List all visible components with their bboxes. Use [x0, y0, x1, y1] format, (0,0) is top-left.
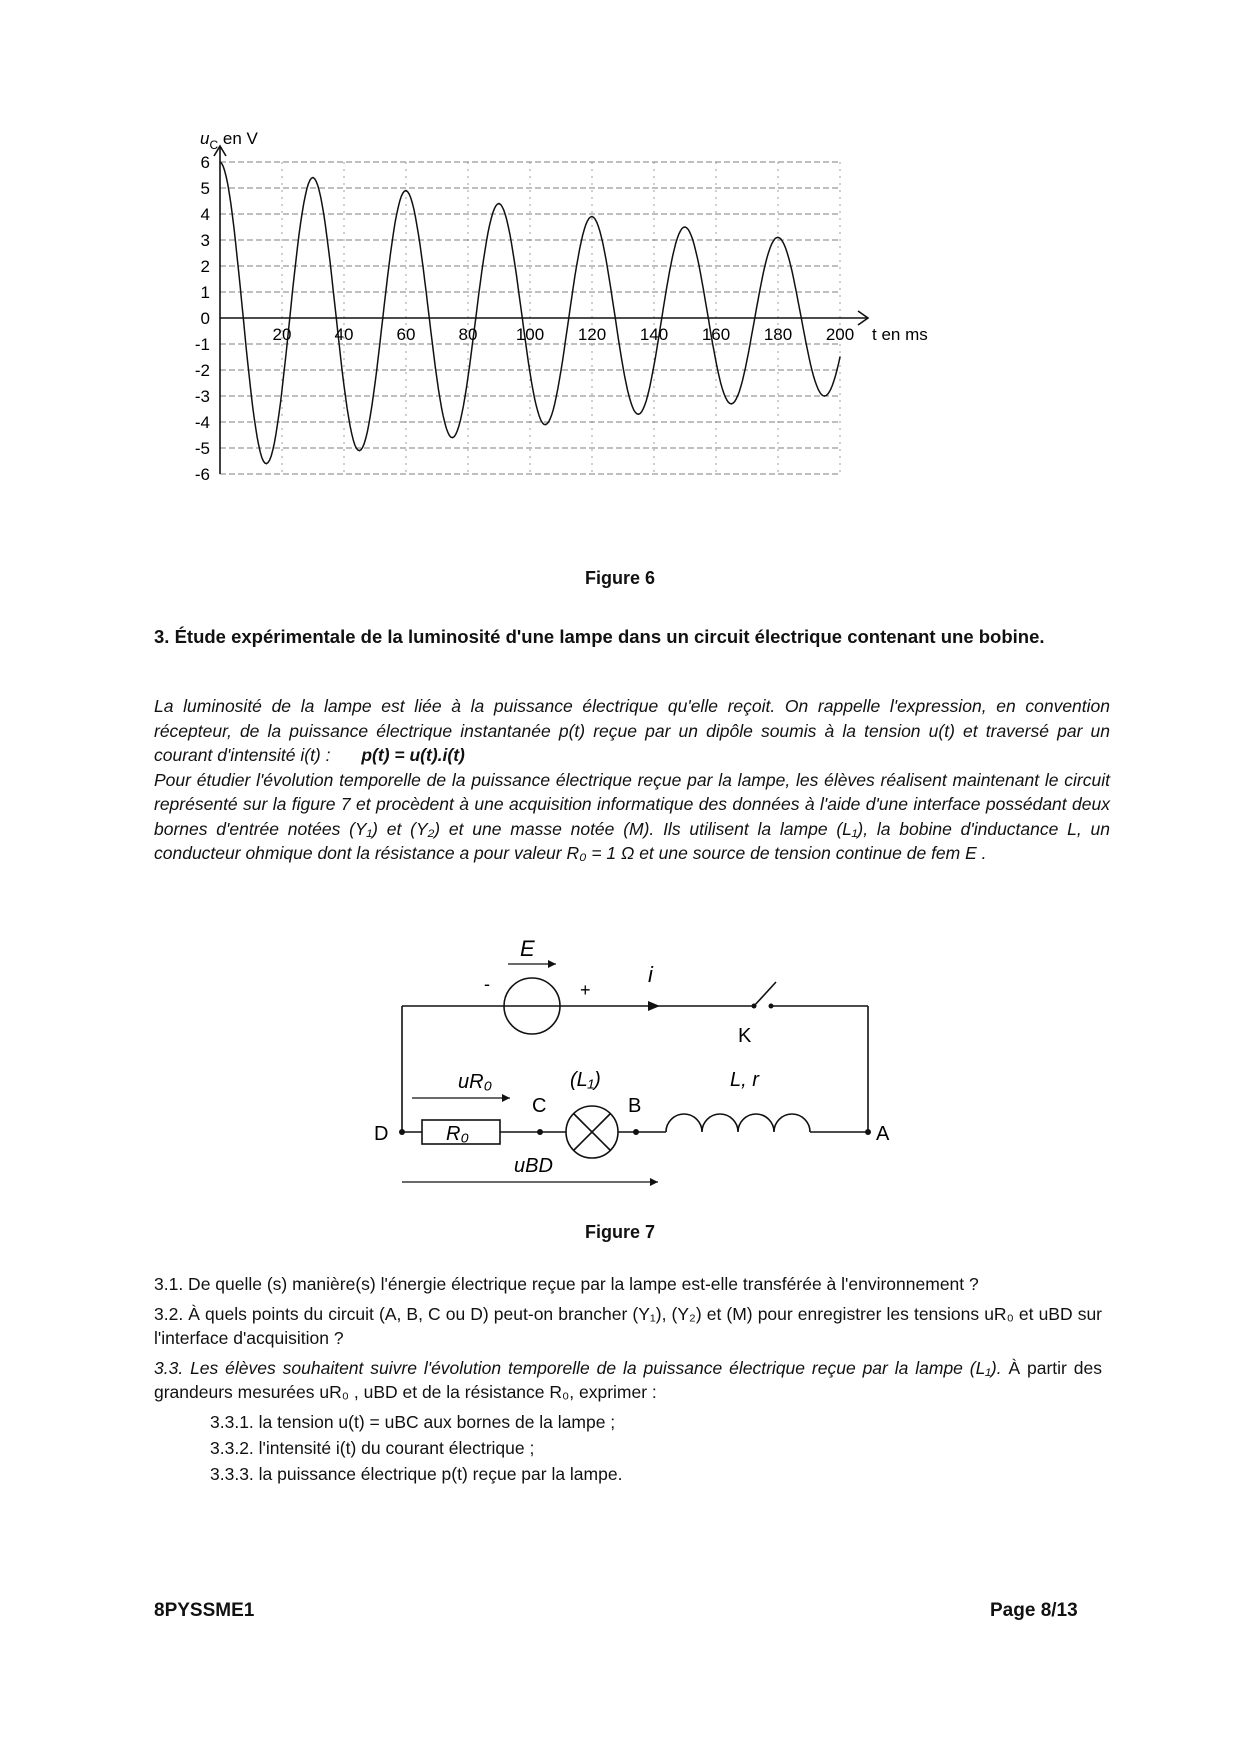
figure6-chart [180, 130, 1060, 500]
y-tick-label: 4 [200, 205, 210, 224]
y-tick-label: -6 [194, 465, 210, 484]
power-formula: p(t) = u(t).i(t) [361, 745, 465, 765]
data-point [545, 424, 547, 426]
data-point [591, 216, 593, 218]
y-tick-label: -1 [194, 335, 210, 354]
x-tick-label: 20 [272, 325, 292, 344]
page-number: Page 8/13 [990, 1600, 1078, 1621]
series-line-uC [220, 162, 840, 464]
x-tick-label: 100 [515, 325, 545, 344]
chart-series [219, 161, 841, 464]
intro-paragraph-1 [154, 694, 1110, 768]
data-point [568, 317, 570, 319]
label-R0: R₀ [446, 1123, 469, 1145]
x-tick-label: 40 [334, 325, 354, 344]
label-D: D [374, 1123, 389, 1145]
label-uR0: uR₀ [458, 1071, 492, 1093]
data-point [777, 237, 779, 239]
data-point [312, 177, 314, 179]
data-point [359, 450, 361, 452]
y-tick-label: 2 [200, 257, 210, 276]
y-tick-label: -2 [194, 361, 210, 380]
data-point [452, 437, 454, 439]
label-A: A [876, 1123, 890, 1145]
data-point [638, 413, 640, 415]
y-tick-label: 3 [200, 231, 210, 250]
x-tick-label: 80 [458, 325, 478, 344]
label-B: B [628, 1095, 642, 1117]
section-intro [154, 694, 1110, 866]
chart-axes [214, 146, 868, 474]
y-axis-label: $u_C$ en V [200, 130, 258, 152]
data-point [731, 403, 733, 405]
label-plus: + [580, 980, 591, 1000]
data-point [405, 190, 407, 192]
label-C: C [532, 1095, 547, 1117]
data-point [824, 395, 826, 397]
label-i: i [648, 962, 653, 987]
data-point [521, 317, 523, 319]
data-point [428, 317, 430, 319]
data-point [707, 317, 709, 319]
data-point [289, 317, 291, 319]
question-3-3-1: 3.3.1. la tension u(t) = uBC aux bornes de la lampe ; [210, 1412, 616, 1432]
x-tick-label: 120 [577, 325, 607, 344]
question-3-3 [154, 1356, 1102, 1404]
section-heading: 3. Étude expérimentale de la luminosité d'une lampe dans un circuit électrique contenant une bobine. [154, 626, 1045, 647]
chart-labels [195, 130, 928, 484]
y-tick-label: -4 [194, 413, 210, 432]
questions [154, 1272, 1102, 1488]
exam-code: 8PYSSME1 [154, 1600, 255, 1621]
switch-K [754, 982, 776, 1006]
data-point [242, 317, 244, 319]
y-tick-label: -5 [194, 439, 210, 458]
label-Lr: L, r [730, 1069, 759, 1091]
data-point [335, 317, 337, 319]
label-K: K [738, 1025, 752, 1047]
y-tick-label: 6 [200, 153, 210, 172]
question-3-3-rest: À partir des grandeurs mesurées uR₀ , uBD et de la résistance R₀, exprimer : [154, 1358, 1102, 1402]
y-tick-label: -3 [194, 387, 210, 406]
x-tick-label: 140 [639, 325, 669, 344]
data-point [266, 463, 268, 465]
coil-L [666, 1114, 810, 1132]
data-point [382, 317, 384, 319]
figure6-caption: Figure 6 [584, 568, 655, 588]
question-3-3-3: 3.3.3. la puissance électrique p(t) reçue par la lampe. [210, 1464, 623, 1484]
label-E: E [520, 936, 535, 961]
x-axis-label: t en ms [872, 325, 928, 344]
label-minus: - [484, 974, 490, 994]
label-L1: (L₁) [570, 1069, 601, 1091]
data-point [754, 317, 756, 319]
current-arrow [648, 1001, 660, 1011]
data-point [684, 226, 686, 228]
question-3-1: 3.1. De quelle (s) manière(s) l'énergie électrique reçue par la lampe est-elle transférée à l'environnement ? [154, 1274, 979, 1294]
x-tick-label: 200 [825, 325, 855, 344]
data-point [219, 161, 221, 163]
data-point [475, 317, 477, 319]
data-point [614, 317, 616, 319]
data-point [498, 203, 500, 205]
intro-text-1: La luminosité de la lampe est liée à la puissance électrique qu'elle reçoit. On rappelle l'expression, en convention récepteur, de la puissance électrique instantanée p(t) reçue par un dipôle soumis à la tension u(t) et traversé par un courant d'intensité i(t) : [154, 696, 1110, 765]
y-tick-label: 5 [200, 179, 210, 198]
label-uBD: uBD [514, 1155, 553, 1177]
x-tick-label: 60 [396, 325, 416, 344]
x-tick-label: 180 [763, 325, 793, 344]
data-point [839, 356, 841, 358]
intro-paragraph-2: Pour étudier l'évolution temporelle de la puissance électrique reçue par la lampe, les élèves réalisent maintenant le circuit représenté sur la figure 7 et procèdent à une acquisition informatique des données à l'aide d'une interface possédant deux bornes d'entrée notées (Y₁) et (Y₂) et une masse notée (M). Ils utilisent la lampe (L₁), la bobine d'inductance L, un conducteur ohmique dont la résistance a pour valeur R₀ = 1 Ω et une source de tension continue de fem E . [154, 769, 1110, 863]
figure7-circuit [330, 920, 930, 1210]
y-tick-label: 1 [200, 283, 210, 302]
y-tick-label: 0 [200, 309, 210, 328]
figure7-caption: Figure 7 [584, 1222, 655, 1242]
data-point [800, 317, 802, 319]
data-point [661, 317, 663, 319]
question-3-3-intro: 3.3. Les élèves souhaitent suivre l'évolution temporelle de la puissance électrique reçue par la lampe (L₁). [154, 1358, 1002, 1378]
x-tick-label: 160 [701, 325, 731, 344]
question-3-3-2: 3.3.2. l'intensité i(t) du courant électrique ; [210, 1438, 535, 1458]
question-3-2: 3.2. À quels points du circuit (A, B, C ou D) peut-on brancher (Y₁), (Y₂) et (M) pour enregistrer les tensions uR₀ et uBD sur l'interface d'acquisition ? [154, 1304, 1102, 1348]
